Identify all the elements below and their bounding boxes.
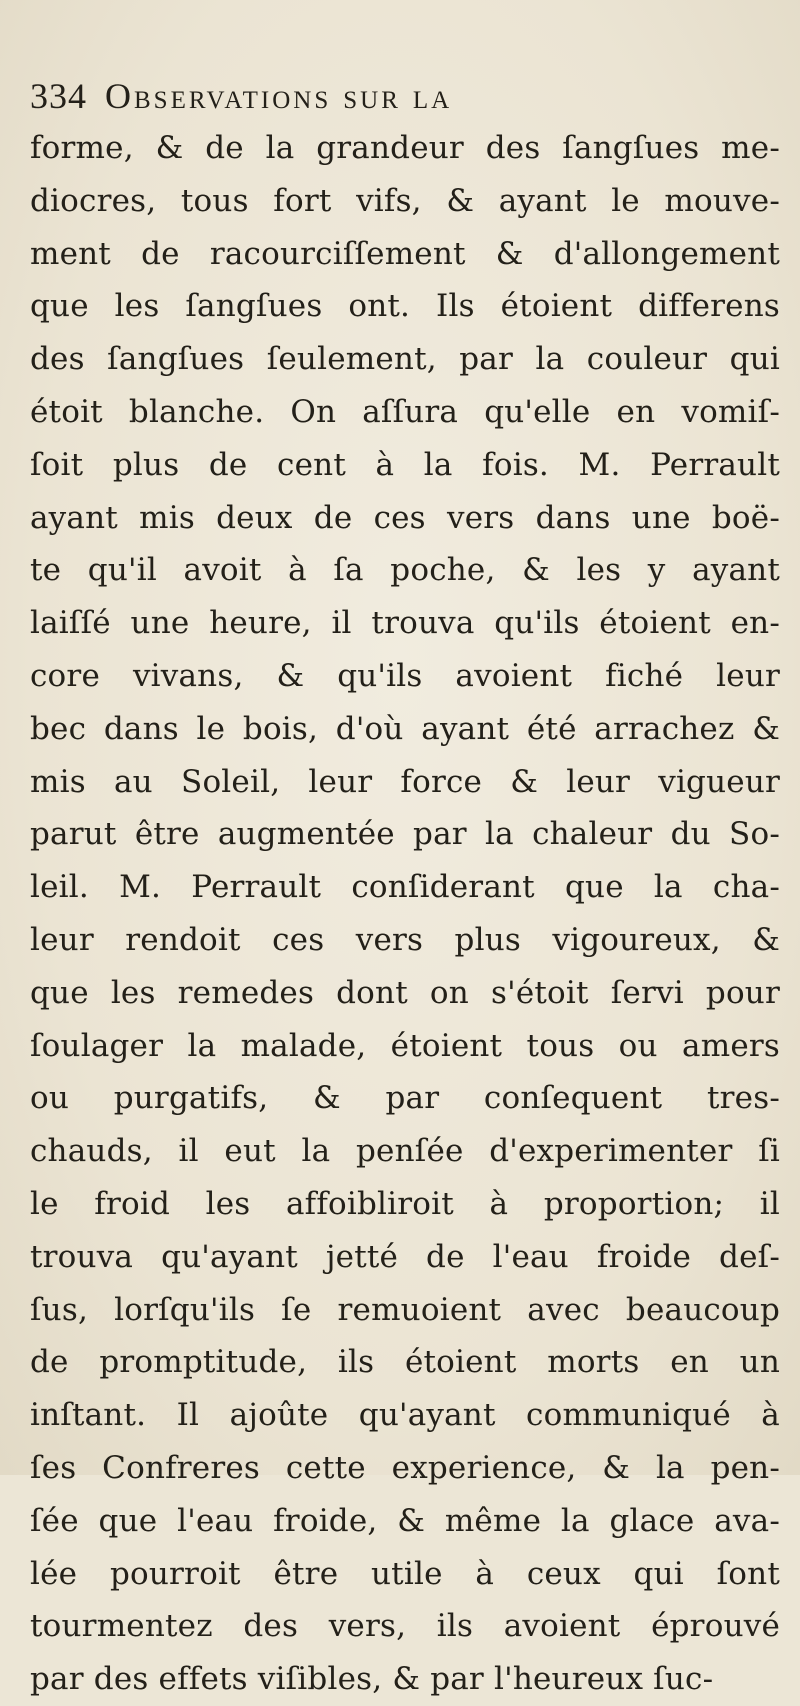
text-line: étoit blanche. On aſſura qu'elle en vomiſ- [30, 393, 780, 430]
text-line: leur rendoit ces vers plus vigoureux, & [30, 921, 780, 958]
text-line: que les remedes dont on s'étoit ſervi pour [30, 974, 780, 1011]
text-line: ſus, lorſqu'ils ſe remuoient avec beaucoup [30, 1291, 780, 1328]
running-head-title: Observations sur la [105, 76, 453, 116]
text-line: par des effets viſibles, & par l'heureux ſuc- [30, 1661, 714, 1698]
text-line: des ſangſues ſeulement, par la couleur qui [30, 341, 780, 378]
text-line: ſée que l'eau froide, & même la glace ava- [30, 1502, 780, 1539]
text-line: inſtant. Il ajoûte qu'ayant communiqué à [30, 1397, 780, 1434]
text-line: de promptitude, ils étoient morts en un [30, 1344, 780, 1381]
text-line: ſoit plus de cent à la fois. M. Perrault [30, 446, 780, 483]
text-line: laiſſé une heure, il trouva qu'ils étoient en- [30, 605, 780, 642]
text-line: bec dans le bois, d'où ayant été arrachez & [30, 710, 780, 747]
running-head [30, 70, 780, 122]
text-line: trouva qu'ayant jetté de l'eau froide deſ- [30, 1238, 780, 1275]
text-line: ſes Confreres cette experience, & la pen- [30, 1449, 780, 1486]
text-line: chauds, il eut la penſée d'experimenter ſi [30, 1133, 780, 1170]
text-line: diocres, tous fort vifs, & ayant le mouve- [30, 182, 780, 219]
text-line: forme, & de la grandeur des ſangſues me- [30, 130, 780, 166]
page-text-block [30, 70, 780, 1706]
text-line: que les ſangſues ont. Ils étoient differens [30, 288, 780, 325]
text-line: leil. M. Perrault conſiderant que la cha- [30, 869, 780, 906]
text-line: mis au Soleil, leur force & leur vigueur [30, 763, 780, 800]
body-text [30, 122, 780, 1706]
text-line: core vivans, & qu'ils avoient fiché leur [30, 657, 780, 694]
text-line: ayant mis deux de ces vers dans une boë- [30, 499, 780, 536]
text-line: le froid les affoibliroit à proportion; il [30, 1185, 780, 1222]
page-number: 334 [30, 76, 87, 116]
text-line: ſoulager la malade, étoient tous ou amers [30, 1027, 780, 1064]
text-line: parut être augmentée par la chaleur du So- [30, 816, 780, 853]
text-line: ou purgatifs, & par conſequent tres- [30, 1080, 780, 1117]
text-line: te qu'il avoit à ſa poche, & les y ayant [30, 552, 780, 589]
text-line: tourmentez des vers, ils avoient éprouvé [30, 1608, 780, 1645]
text-line: lée pourroit être utile à ceux qui ſont [30, 1555, 780, 1592]
text-line: ment de racourciſſement & d'allongement [30, 235, 780, 272]
